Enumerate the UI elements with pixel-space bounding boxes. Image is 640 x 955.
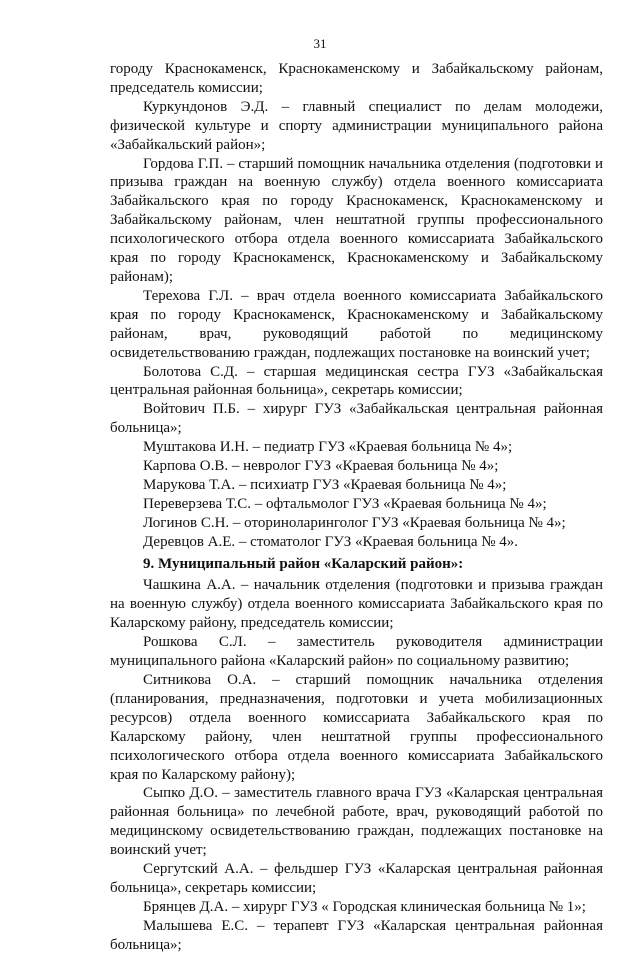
paragraph: Карпова О.В. – невролог ГУЗ «Краевая больница № 4»; <box>143 458 499 475</box>
page-number: 31 <box>313 36 327 51</box>
paragraph: Сергутский А.А. – фельдшер ГУЗ «Каларская центральная районная больница», секретарь комиссии; <box>110 861 603 896</box>
paragraph: Деревцов А.Е. – стоматолог ГУЗ «Краевая больница № 4». <box>143 533 519 550</box>
paragraph: Переверзева Т.С. – офтальмолог ГУЗ «Краевая больница № 4»; <box>143 495 547 512</box>
paragraph: Гордова Г.П. – старший помощник начальника отделения (подготовки и призыва граждан на военную службу) отдела военного комиссариата Забайкальского края по городу Краснокаменск, Краснокаменскому и Забайкальскому районам, член нештатной группы профессионального психологического отбора отдела военного комиссариата Забайкальского края по городу Краснокаменск, Краснокаменскому и Забайкальскому районам); <box>110 155 603 285</box>
paragraph: Чашкина А.А. – начальник отделения (подготовки и призыва граждан на военную службу) отдела военного комиссариата Забайкальского края по Каларскому району, председатель комиссии; <box>110 577 603 632</box>
document-body <box>110 60 603 955</box>
paragraph: Болотова С.Д. – старшая медицинская сестра ГУЗ «Забайкальская центральная районная больница», секретарь комиссии; <box>110 363 603 399</box>
paragraph: Марукова Т.А. – психиатр ГУЗ «Краевая больница № 4»; <box>143 476 507 493</box>
paragraph: Малышева Е.С. – терапевт ГУЗ «Каларская центральная районная больница»; <box>110 917 603 953</box>
paragraph: городу Краснокаменск, Краснокаменскому и Забайкальскому районам, председатель комиссии; <box>110 61 603 96</box>
paragraph: Войтович П.Б. – хирург ГУЗ «Забайкальская центральная районная больница»; <box>110 401 603 437</box>
paragraph: Ситникова О.А. – старший помощник начальника отделения (планирования, предназначения, подготовки и учета мобилизационных ресурсов) отдела военного комиссариата Забайкальского края по Каларскому району, член нештатной группы профессионального психологического отбора отдела военного комиссариата Забайкальского края по Каларскому району); <box>110 672 603 783</box>
paragraph: Рошкова С.Л. – заместитель руководителя администрации муниципального района «Каларский район» по социальному развитию; <box>110 634 603 670</box>
paragraph: Куркундонов Э.Д. – главный специалист по делам молодежи, физической культуре и спорту администрации муниципального района «Забайкальский район»; <box>110 98 603 153</box>
paragraph: Логинов С.Н. – оториноларинголог ГУЗ «Краевая больница № 4»; <box>143 514 566 531</box>
paragraph: Сыпко Д.О. – заместитель главного врача ГУЗ «Каларская центральная районная больница» по лечебной работе, врач, руководящий работой по медицинскому освидетельствованию граждан, подлежащих постановке на воинский учет; <box>110 785 603 859</box>
paragraph: Брянцев Д.А. – хирург ГУЗ « Городская клиническая больница № 1»; <box>143 898 586 915</box>
paragraph: Муштакова И.Н. – педиатр ГУЗ «Краевая больница № 4»; <box>143 439 513 456</box>
section-heading: 9. Муниципальный район «Каларский район»: <box>143 555 464 572</box>
paragraph: Терехова Г.Л. – врач отдела военного комиссариата Забайкальского края по городу Краснокаменск, Краснокаменскому и Забайкальскому районам, врач, руководящий работой по медицинскому освидетельствованию граждан, подлежащих постановке на воинский учет; <box>110 287 603 361</box>
